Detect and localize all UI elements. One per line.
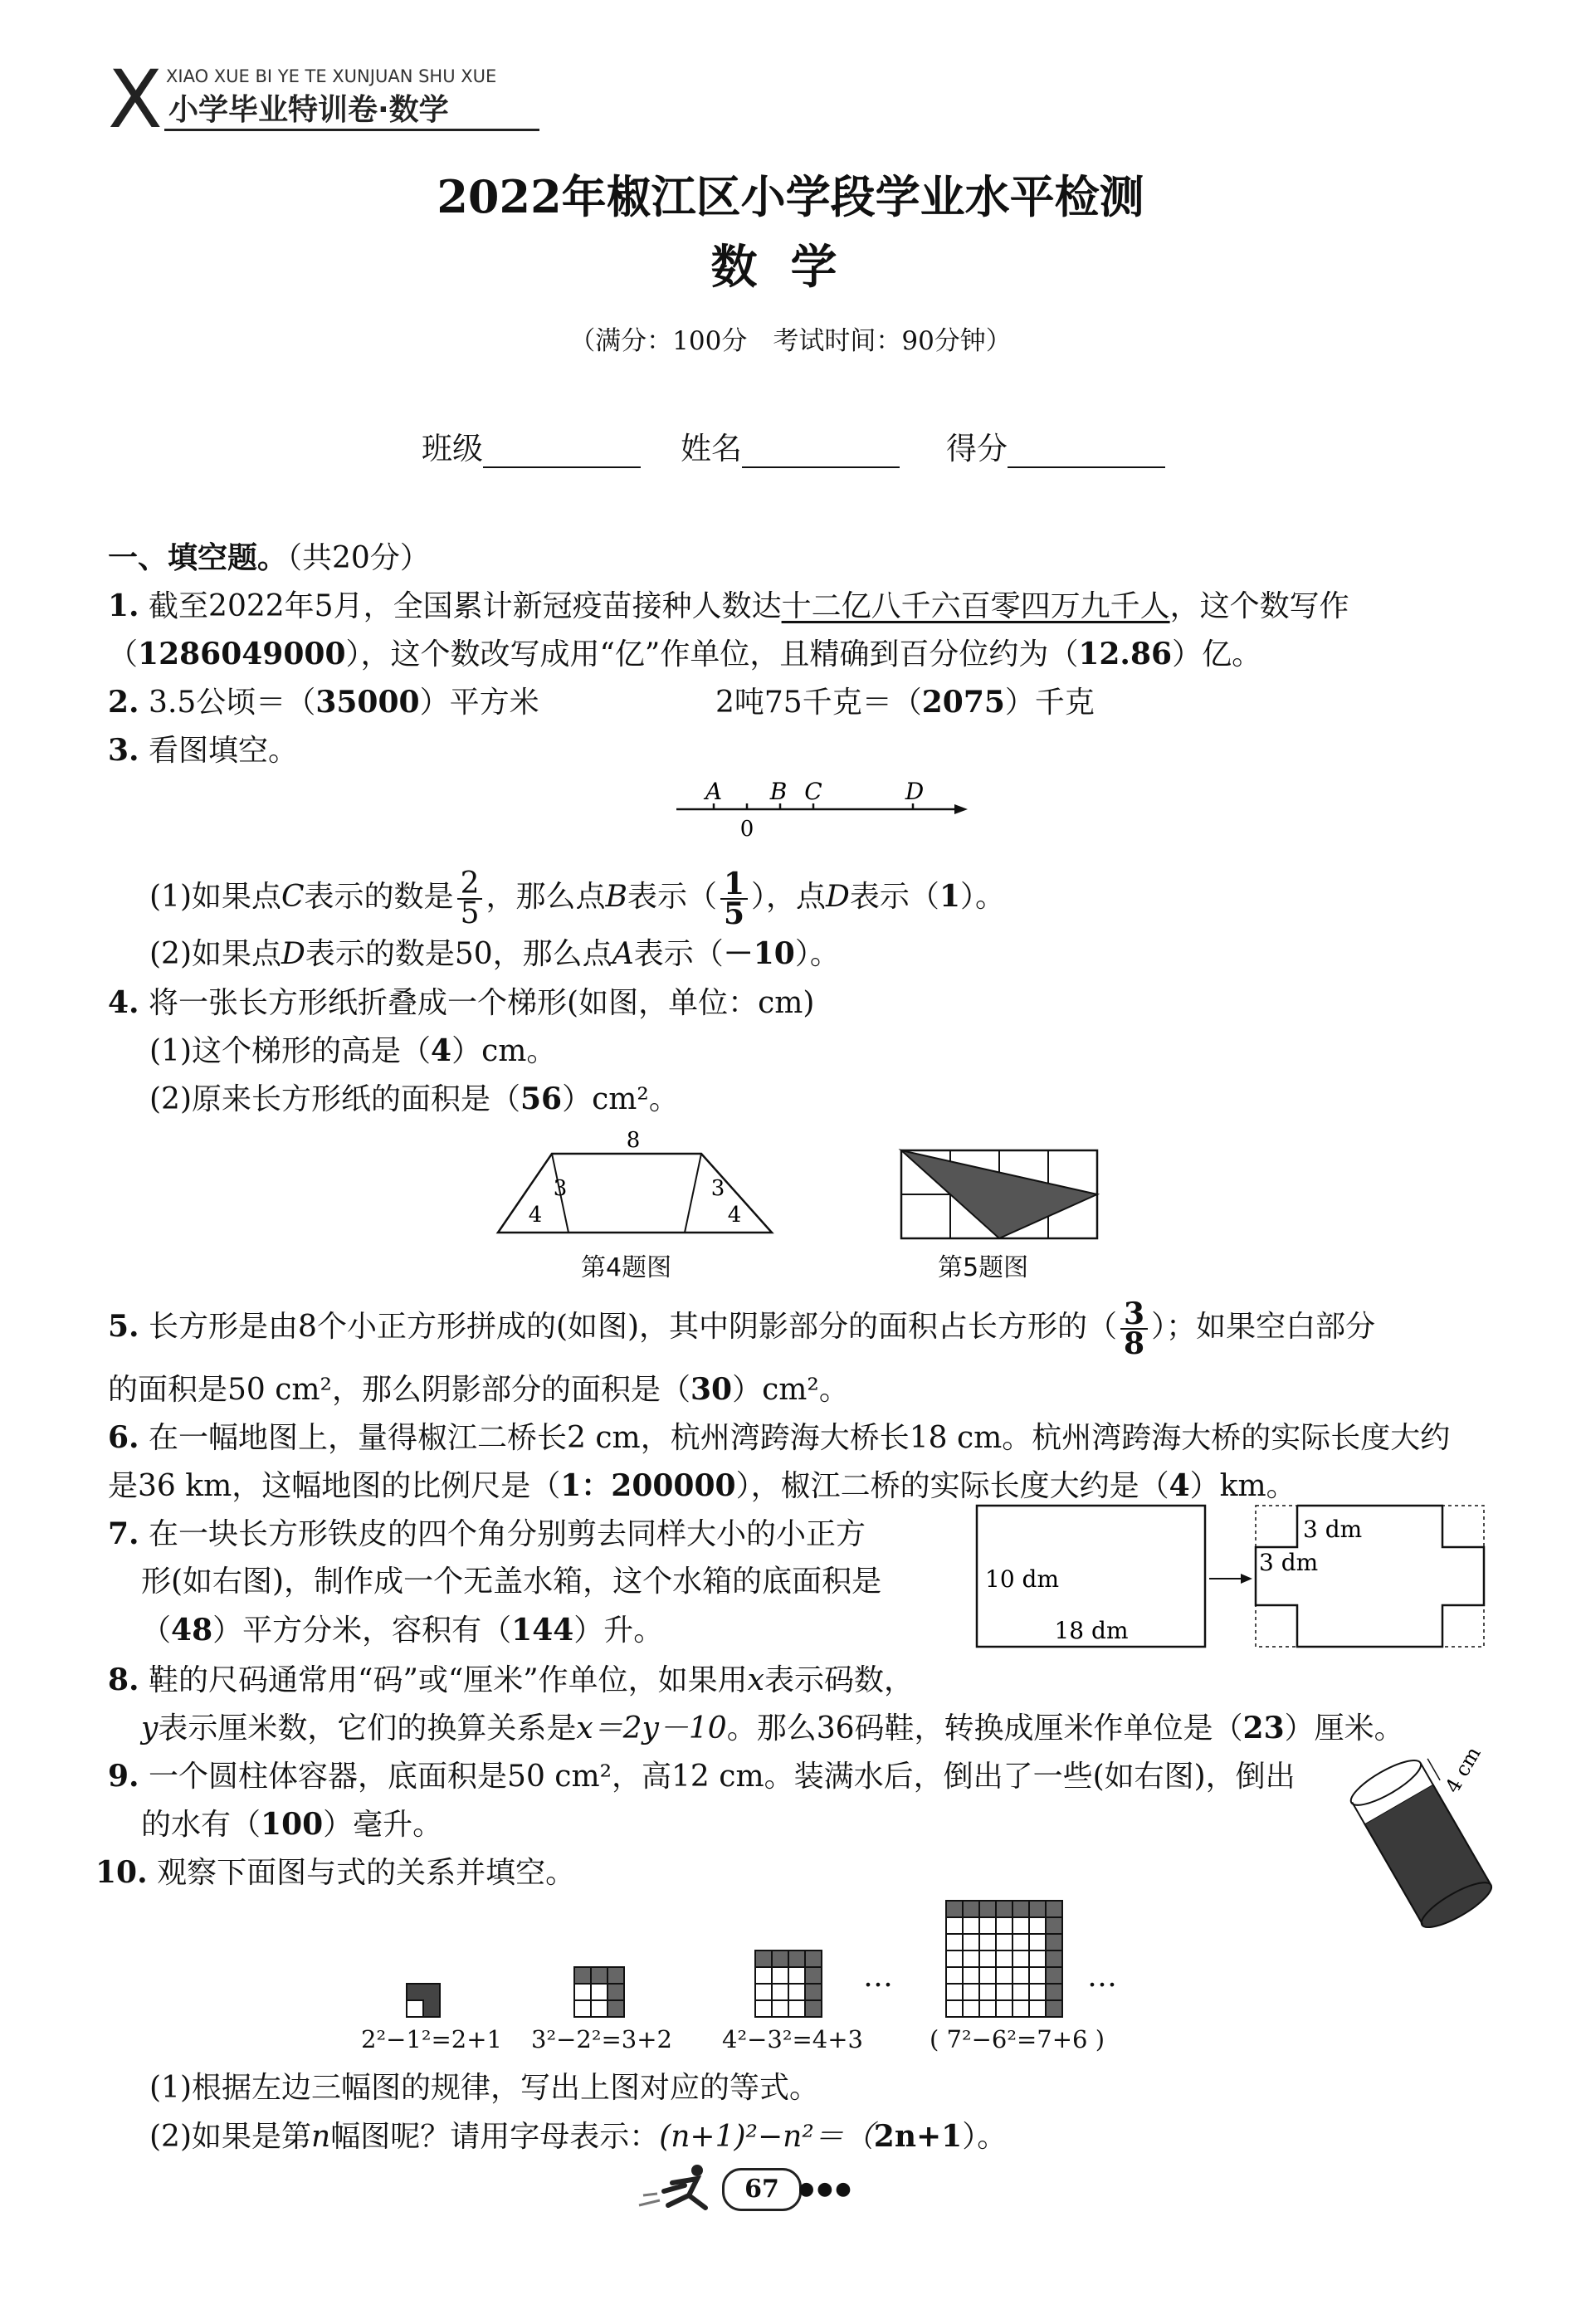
q8-line2: y表示厘米数，它们的换算关系是x＝2y－10。那么36码鞋，转换成厘米作单位是（23）厘米。 bbox=[141, 1711, 1404, 1745]
pattern-4 bbox=[946, 1901, 1062, 2017]
caption-q5: 第5题图 bbox=[938, 1253, 1029, 1282]
q8-line1: 8. 鞋的尺码通常用“码”或“厘米”作单位，如果用x表示码数， bbox=[108, 1662, 914, 1697]
q7-answer-2: 144 bbox=[511, 1613, 574, 1648]
label-d: D bbox=[905, 778, 925, 805]
q9-line2: 的水有（100）毫升。 bbox=[141, 1807, 443, 1842]
q4-part2: (2)原来长方形纸的面积是（56）cm²。 bbox=[149, 1081, 679, 1116]
series-pinyin: XIAO XUE BI YE TE XUNJUAN SHU XUE bbox=[166, 66, 497, 86]
q7-line1: 7. 在一块长方形铁皮的四个角分别剪去同样大小的小正方 bbox=[108, 1516, 866, 1551]
q7-line3: （48）平方分米，容积有（144）升。 bbox=[141, 1613, 664, 1648]
page-number: 67 bbox=[722, 2168, 802, 2211]
q9-answer: 100 bbox=[261, 1807, 324, 1842]
q4-line: 4. 将一张长方形纸折叠成一个梯形(如图，单位：cm) bbox=[108, 985, 815, 1020]
q10-answer: 2n+1 bbox=[873, 2119, 963, 2154]
q4-answer-2: 56 bbox=[520, 1081, 563, 1116]
pattern-1 bbox=[407, 1984, 440, 2017]
equation-3: 4²−3²=4+3 bbox=[722, 2025, 863, 2053]
corner-label-1: 3 dm bbox=[1303, 1516, 1363, 1543]
q4-answer-1: 4 bbox=[431, 1033, 452, 1068]
q3-answer-fraction: $\frac{1}{5}$ bbox=[720, 870, 748, 928]
q5-line2: 的面积是50 cm²，那么阴影部分的面积是（30）cm²。 bbox=[108, 1372, 849, 1407]
grid-figure bbox=[900, 1150, 1100, 1241]
q6-answer-2: 4 bbox=[1169, 1468, 1190, 1503]
ellipsis-1: … bbox=[863, 1960, 893, 1994]
label-b: B bbox=[769, 778, 788, 805]
q2-answer-a: 35000 bbox=[315, 685, 420, 720]
q1-answer-1: 1286049000 bbox=[138, 637, 346, 671]
q7-answer-1: 48 bbox=[171, 1613, 213, 1648]
corner-label-2: 3 dm bbox=[1259, 1549, 1319, 1576]
number-line-figure bbox=[672, 776, 971, 842]
series-title: 小学毕业特训卷·数学 bbox=[168, 93, 449, 127]
pattern-3 bbox=[755, 1950, 822, 2017]
equation-2: 3²−2²=3+2 bbox=[531, 2025, 672, 2053]
q6-answer-1: 1：200000 bbox=[560, 1468, 736, 1503]
sheet-height: 10 dm bbox=[985, 1565, 1060, 1593]
series-logo-mark: X bbox=[108, 53, 163, 146]
cut-sheet-dashed bbox=[1256, 1506, 1484, 1647]
label-c: C bbox=[804, 778, 822, 805]
q3-answer-a: －10 bbox=[723, 936, 795, 971]
q2-part-b: 2吨75千克＝（2075）千克 bbox=[715, 685, 1095, 720]
page-dots: ●●● bbox=[798, 2179, 854, 2200]
class-label: 班级 bbox=[422, 431, 483, 466]
sheet-width: 18 dm bbox=[1054, 1617, 1129, 1644]
q1-line1: 1. 截至2022年5月，全国累计新冠疫苗接种人数达十二亿八千六百零四万九千人，这个数写作 bbox=[108, 588, 1349, 623]
arrow-right-icon bbox=[1241, 1574, 1252, 1584]
equation-1: 2²−1²=2+1 bbox=[361, 2025, 502, 2053]
q3-part1: (1)如果点C表示的数是 $\frac{2}{5}$ ，那么点B表示（ $\frac{1}{5}$ ），点D表示（1）。 bbox=[149, 867, 1006, 931]
top-length: 8 bbox=[626, 1128, 641, 1153]
class-field bbox=[422, 423, 641, 468]
exam-subject: 数学 bbox=[710, 240, 871, 295]
equation-4: ( 7²−6²=7+6 ) bbox=[930, 2025, 1105, 2053]
label-a: A bbox=[705, 778, 723, 805]
runner-icon bbox=[639, 2162, 722, 2212]
q9-line1: 9. 一个圆柱体容器，底面积是50 cm²，高12 cm。装满水后，倒出了一些(如右图)，倒出 bbox=[108, 1759, 1296, 1794]
fold-right bbox=[685, 1154, 701, 1233]
ellipsis-2: … bbox=[1087, 1960, 1117, 1994]
q7-line2: 形(如右图)，制作成一个无盖水箱，这个水箱的底面积是 bbox=[141, 1565, 882, 1599]
q1-line2: （1286049000），这个数改写成用“亿”作单位，且精确到百分位约为（12.86）亿。 bbox=[108, 637, 1262, 671]
q6-line2: 是36 km，这幅地图的比例尺是（1：200000），椒江二桥的实际长度大约是（4）km。 bbox=[108, 1468, 1296, 1503]
q8-answer: 23 bbox=[1242, 1711, 1285, 1745]
q6-line1: 6. 在一幅地图上，量得椒江二桥长2 cm，杭州湾跨海大桥长18 cm。杭州湾跨海大桥的实际长度大约 bbox=[108, 1420, 1451, 1455]
q3-answer-d: 1 bbox=[939, 879, 960, 914]
left-side-4: 4 bbox=[528, 1203, 543, 1228]
class-blank[interactable] bbox=[483, 433, 641, 468]
name-field bbox=[681, 423, 900, 468]
arrow-head-icon bbox=[954, 804, 968, 814]
pattern-2 bbox=[574, 1967, 624, 2017]
name-label: 姓名 bbox=[681, 431, 742, 466]
q2-part-a: 2. 3.5公顷＝（35000）平方米 bbox=[108, 685, 539, 720]
q10-part1: (1)根据左边三幅图的规律，写出上图对应的等式。 bbox=[149, 2071, 819, 2105]
exam-meta: （满分：100分 考试时间：90分钟） bbox=[569, 326, 1012, 356]
q5-line1: 5. 长方形是由8个小正方形拼成的(如图)，其中阴影部分的面积占长方形的（ $\frac{3}{8}$ ）；如果空白部分 bbox=[108, 1296, 1376, 1361]
exam-title: 2022年椒江区小学段学业水平检测 bbox=[437, 170, 1144, 223]
q5-answer-fraction: $\frac{3}{8}$ bbox=[1120, 1300, 1148, 1358]
q4-part1: (1)这个梯形的高是（4）cm。 bbox=[149, 1033, 557, 1068]
tilt-label: 4 cm bbox=[1440, 1742, 1486, 1797]
q3-line: 3. 看图填空。 bbox=[108, 733, 299, 768]
q5-answer-2: 30 bbox=[690, 1372, 733, 1407]
right-side-3: 3 bbox=[710, 1176, 725, 1201]
section-heading: 一、填空题。（共20分） bbox=[108, 540, 430, 575]
score-blank[interactable] bbox=[1008, 433, 1165, 468]
sheet-figure bbox=[975, 1504, 1490, 1653]
score-label: 得分 bbox=[946, 431, 1008, 466]
caption-q4: 第4题图 bbox=[581, 1253, 672, 1282]
cylinder-figure bbox=[1353, 1742, 1494, 1934]
header-rule bbox=[164, 129, 539, 131]
q10-part2: (2)如果是第n幅图呢？请用字母表示：(n+1)²−n²＝（2n+1）。 bbox=[149, 2119, 1008, 2154]
q10-line: 10. 观察下面图与式的关系并填空。 bbox=[95, 1855, 576, 1890]
label-zero: 0 bbox=[739, 817, 754, 842]
q1-answer-2: 12.86 bbox=[1078, 637, 1173, 671]
fraction-given: $\frac{2}{5}$ bbox=[457, 870, 483, 928]
q2-answer-b: 2075 bbox=[921, 685, 1005, 720]
cut-sheet-outline bbox=[1256, 1506, 1484, 1647]
left-side-3: 3 bbox=[553, 1176, 568, 1201]
square-pattern-figures bbox=[357, 1901, 1145, 2034]
q3-part2: (2)如果点D表示的数是50，那么点A表示（－10）。 bbox=[149, 936, 840, 971]
name-blank[interactable] bbox=[742, 433, 900, 468]
right-side-4: 4 bbox=[727, 1203, 742, 1228]
score-field bbox=[946, 423, 1165, 468]
